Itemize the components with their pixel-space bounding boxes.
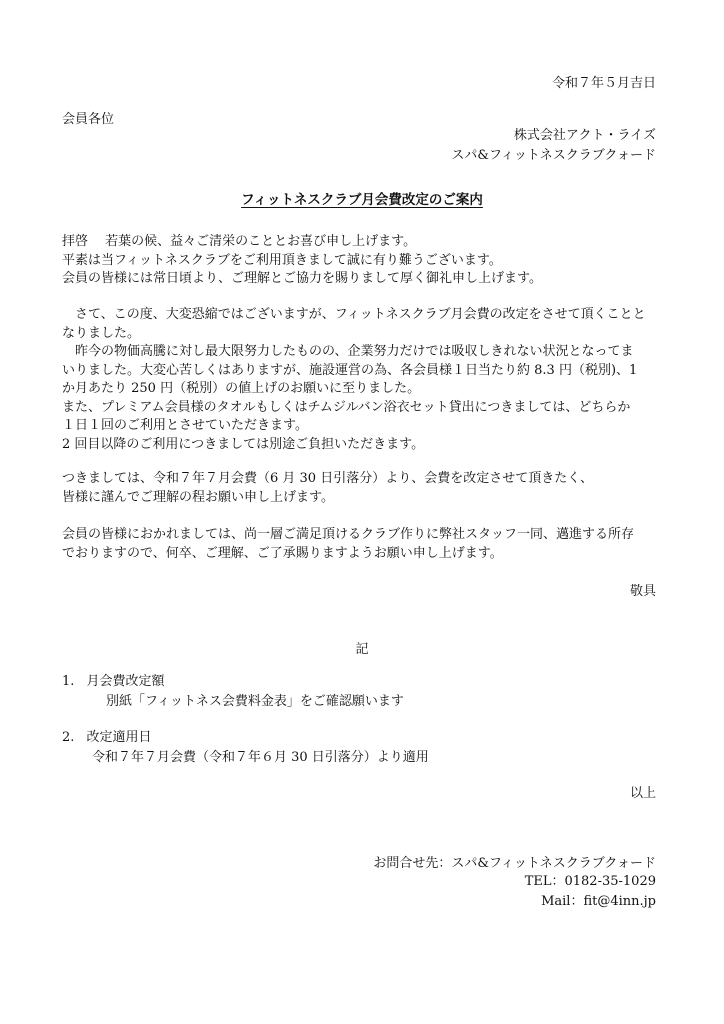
item-number: 2. bbox=[62, 730, 75, 745]
body-line: いりました。大変心苦しくはありますが、施設運営の為、各会員様１日当たり約 8.3 円（税別)、1 bbox=[62, 362, 638, 378]
item-2 bbox=[62, 726, 152, 745]
request-paragraph bbox=[62, 470, 662, 507]
addressee: 会員各位 bbox=[62, 112, 115, 127]
body-line: 昨今の物価高騰に対し最大限努力したものの、企業努力だけでは吸収しきれない状況となってま bbox=[62, 344, 634, 359]
body-line: さて、この度、大変恐縮ではございますが、フィットネスクラブ月会費の改定をさせて頂くことと bbox=[62, 307, 646, 322]
body-paragraph bbox=[62, 306, 662, 454]
body-line: １日１回のご利用とさせていただきます。 bbox=[62, 418, 308, 433]
body-line: 2 回目以降のご利用につきましては別途ご負担いただきます。 bbox=[62, 436, 425, 452]
ijou-end-mark: 以上 bbox=[629, 786, 656, 801]
item-heading: 月会費改定額 bbox=[86, 674, 165, 689]
sender-company: 株式会社アクト・ライズ bbox=[513, 128, 656, 143]
greeting-line: 平素は当フィットネスクラブをご利用頂きまして誠に有り難うございます。 bbox=[62, 252, 502, 268]
greeting-line: 拝啓 若葉の候、益々ご清栄のこととお喜び申し上げます。 bbox=[62, 234, 417, 249]
item-heading: 改定適用日 bbox=[86, 730, 152, 745]
greeting-line: 会員の皆様には常日頃より、ご理解とご協力を賜りまして厚く御礼申し上げます。 bbox=[62, 271, 542, 286]
item-detail: 令和７年７月会費（令和７年６月 30 日引落分）より適用 bbox=[92, 750, 429, 765]
greeting-paragraph bbox=[62, 233, 662, 289]
closing-keigu: 敬具 bbox=[629, 584, 656, 599]
contact-label: お問合せ先：スパ&フィットネスクラブクォード bbox=[373, 856, 656, 871]
body-line: か月あたり 250 円（税別）の値上げのお願いに至りました。 bbox=[62, 381, 421, 396]
body-line: なりました。 bbox=[62, 325, 141, 341]
contact-tel: TEL：0182-35-1029 bbox=[524, 874, 656, 889]
body-line: また、プレミアム会員様のタオルもしくはチムジルバン浴衣セット貸出につきましては、どちらか bbox=[62, 399, 631, 415]
request-line: 皆様に謹んでご理解の程お願い申し上げます。 bbox=[62, 489, 334, 505]
closing-line: でおりますので、何卒、ご理解、ご了承賜りますようお願い申し上げます。 bbox=[62, 545, 503, 561]
item-1 bbox=[62, 670, 165, 689]
item-detail: 別紙「フィットネス会費料金表」をご確認願います bbox=[106, 694, 404, 709]
contact-mail: Mail：fit@4inn.jp bbox=[541, 894, 656, 909]
item-number: 1. bbox=[62, 674, 75, 689]
closing-paragraph bbox=[62, 526, 662, 563]
ki-heading: 記 bbox=[355, 642, 369, 657]
closing-line: 会員の皆様におかれましては、尚一層ご満足頂けるクラブ作りに弊社スタッフ一同、邁進する所存 bbox=[62, 527, 635, 542]
sender-club: スパ&フィットネスクラブクォード bbox=[451, 148, 656, 163]
document-title: フィットネスクラブ月会費改定のご案内 bbox=[241, 192, 483, 208]
document-date: 令和７年５月吉日 bbox=[551, 76, 656, 91]
request-line: つきましては、令和７年７月会費（6 月 30 日引落分）より、会費を改定させて頂きたく、 bbox=[62, 471, 593, 486]
